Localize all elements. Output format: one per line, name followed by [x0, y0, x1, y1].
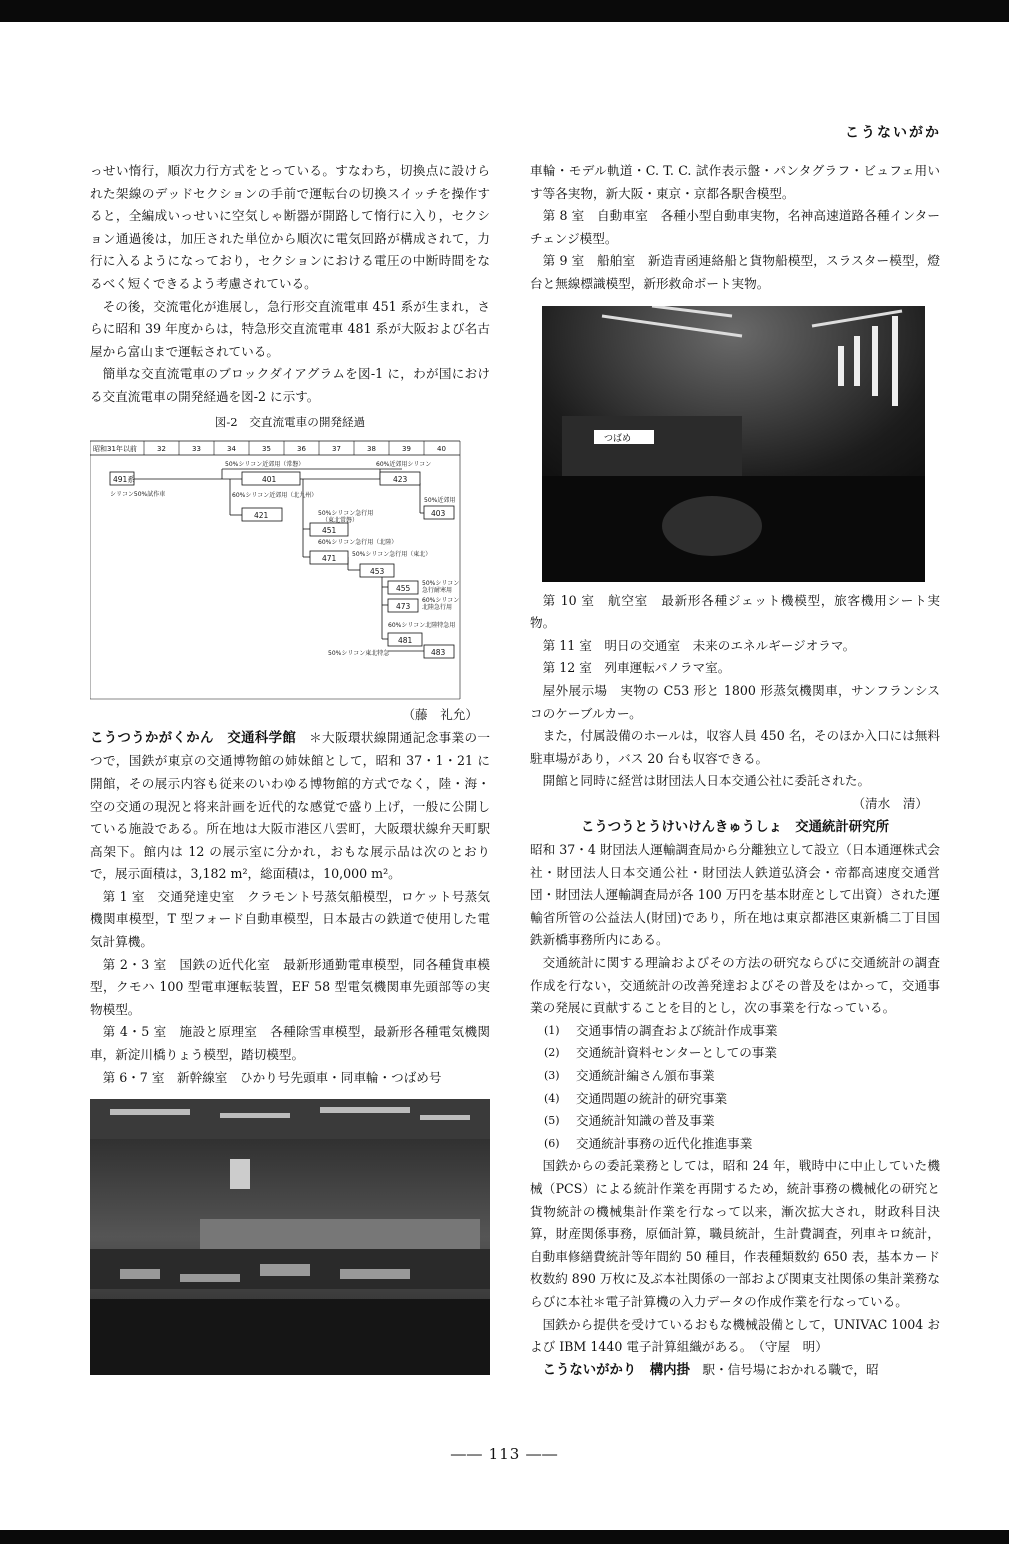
paragraph: その後，交流電化が進展し，急行形交直流電車 451 系が生まれ，さらに昭和 39 年度からは，特急形交直流電車 481 系が大阪および名古屋から富山まで運転されている。: [90, 298, 490, 359]
diagram-note: 60%シリコン: [422, 597, 460, 605]
development-diagram: [90, 439, 462, 704]
entry-heading: こうつうかがくかん 交通科学館: [90, 730, 297, 746]
paragraph: 第 2・3 室 国鉄の近代化室 最新形通勤電車模型，同各種貨車模型，クモハ 100 型電車運転装置，EF 58 型電気機関車先頭部等の実物模型。: [90, 956, 490, 1017]
paragraph: 交通統計に関する理論およびその方法の研究ならびに交通統計の調査作成を行ない，交通統計の改善発達およびその普及をはかって，交通事業の発展に貢献することを目的とし，次の事業を行なっている。: [530, 955, 940, 1016]
paragraph: 第 1 室 交通発達史室 クラモント号蒸気船模型，ロケット号蒸気機関車模型，T 型フォード自動車模型，日本最古の鉄道で使用した電気計算機。: [90, 888, 490, 950]
author-signature: （藤 礼允）: [402, 707, 478, 723]
page-number: ―― 113 ――: [450, 1445, 559, 1463]
bottom-border: [0, 1530, 1009, 1544]
box-label: 491系: [113, 475, 135, 485]
list-item: (6) 交通統計事務の近代化推進事業: [544, 1135, 753, 1151]
paragraph: 第 4・5 室 施設と原理室 各種除雪車模型，最新形各種電気機関車，新淀川橋りょう模型，踏切模型。: [90, 1024, 490, 1063]
entry-text: ＊大阪環状線開通記念事業の一つで，国鉄が東京の交通博物館の姉妹館として，昭和 37・1・21 に開館，その展示内容も従来のいわゆる博物館的方式でなく，陸・海・空の交通の現況と将来計画を近代的な感覚で盛り上げ，一般に公開している施設である。所在地は大阪市港区八雲町，大阪環状線弁天町駅高架下。館内は 12 の展示室に分かれ，おもな展示品は次のとおりで，展示面積は，3,182 m²，総面積は，10,000 m²。: [90, 729, 491, 882]
paragraph: 国鉄から提供を受けているおもな機械設備として，UNIVAC 1004 および IBM 1440 電子計算組織がある。 （守屋 明）: [530, 1316, 940, 1355]
left-column: [90, 160, 490, 1375]
year-label: 37: [332, 445, 341, 454]
diagram-note: 50%シリコン急行用: [318, 510, 374, 518]
diagram-note: 60%シリコン近郊用（北九州）: [232, 492, 318, 500]
paragraph: 開館と同時に経営は財団法人日本交通公社に委託された。: [542, 773, 871, 789]
diagram-note: 50%シリコン: [422, 580, 460, 588]
box-label: 423: [393, 475, 408, 485]
running-header: こうないがか: [845, 125, 941, 141]
list-item: (3) 交通統計編さん頒布事業: [544, 1068, 715, 1084]
right-column: [530, 160, 940, 1382]
author-signature: （守屋 明）: [758, 1339, 828, 1355]
entry-heading: こうないがかり 構内掛: [542, 1362, 690, 1378]
paragraph: 第 10 室 航空室 最新形各種ジェット機模型，旅客機用シート実物。: [530, 592, 940, 631]
diagram-note: 50%シリコン急行用（東北）: [352, 551, 432, 559]
entry-heading-line: [530, 816, 940, 840]
diagram-note: 急行耐寒用: [422, 587, 453, 595]
paragraph: 第 9 室 船舶室 新造青函連絡船と貨物船模型，スラスター模型，燈台と無線標識模型，新形救命ボート実物。: [530, 253, 940, 291]
year-label: 昭和31年以前: [93, 445, 137, 454]
paragraph: 第 12 室 列車運転パノラマ室。: [542, 660, 731, 676]
list-item: (2) 交通統計資料センターとしての事業: [544, 1045, 777, 1061]
figure-caption: 図-2 交直流電車の開発経過: [214, 414, 366, 429]
year-label: 34: [227, 445, 236, 454]
entry-paragraph: こうないがかり 構内掛 駅・信号場におかれる職で，昭: [542, 1361, 879, 1378]
box-label: 483: [431, 648, 446, 658]
box-label: 421: [254, 511, 269, 521]
paragraph: 車輪・モデル軌道・C. T. C. 試作表示盤・パンタグラフ・ビュフェ用いす等各実物，新大阪・東京・京都各駅舎模型。: [530, 163, 940, 201]
business-list: [530, 1020, 940, 1156]
box-label: 473: [396, 602, 411, 612]
paragraph: 屋外展示場 実物の C53 形と 1800 形蒸気機関車，サンフランシスコのケーブルカー。: [530, 682, 940, 721]
box-label: 455: [396, 584, 411, 594]
diagram-note: 50%近郊用: [424, 497, 456, 505]
list-item: (4) 交通問題の統計的研究事業: [544, 1090, 728, 1106]
paragraph: っせい惰行，順次力行方式をとっている。すなわち，切換点に設けられた架線のデッドセクションの手前で運転台の切換スイッチを操作すると，全編成いっせいに空気しゃ断器が開路して惰行に入り，セクション通過後は，加圧された単位から順次に電気回路が構成されて，力行に入るようになっており，セクションにおける電圧の中断時間をなるべく短くできるよう考慮されている。: [90, 163, 490, 291]
diagram-note: シリコン50%試作車: [110, 491, 166, 499]
paragraph: 第 11 室 明日の交通室 未来のエネルギージオラマ。: [542, 637, 856, 653]
exhibit-room-photo: [90, 1099, 490, 1375]
entry-paragraph: [90, 727, 490, 886]
author-signature: （清水 清）: [852, 795, 928, 811]
paragraph: 国鉄からの委託業務としては，昭和 24 年，戦時中に中止していた機械（PCS）による統計作業を再開するため，統計事務の機械化の研究と貨物統計の機械集計作業を行なって以来，漸次拡大され，財政科目決算，財産関係事務，原価計算，職員統計，生計費調査，列車キロ統計，自動車修繕費統計等年間約 50 種目，作表種類数約 650 表，基本カード枚数約 890 万枚に及ぶ本社関係の一部および関東支社関係の集計業務ならびに本社＊電子計算機の入力データの作成作業を行なっている。: [530, 1158, 940, 1309]
list-item: (5) 交通統計知識の普及事業: [544, 1113, 715, 1129]
paragraph: 簡単な交直流電車のブロックダイアグラムを図-1 に，わが国における交直流電車の開発経過を図-2 に示す。: [90, 366, 490, 404]
paragraph: 第 8 室 自動車室 各種小型自動車実物，名神高速道路各種インターチェンジ模型。: [530, 208, 940, 246]
train-photo: [542, 306, 925, 582]
year-label: 36: [297, 445, 306, 454]
year-label: 35: [262, 445, 271, 454]
box-label: 481: [398, 636, 413, 646]
year-label: 32: [157, 445, 166, 454]
train-sign: つばめ: [604, 433, 632, 444]
paragraph: また，付属設備のホールは，収容人員 450 名，そのほか入口には無料駐車場があり，バス 20 台も収容できる。: [530, 728, 940, 766]
diagram-note: 北陸急行用: [422, 604, 453, 612]
top-border: [0, 0, 1009, 22]
diagram-note: 50%シリコン東北特急: [328, 650, 390, 658]
year-label: 33: [192, 445, 201, 454]
box-label: 471: [322, 554, 337, 564]
diagram-note: 60%近郊用シリコン: [376, 461, 432, 469]
diagram-note: 50%シリコン近郊用（常磐）: [225, 461, 305, 469]
diagram-note: （東北常磐）: [322, 517, 359, 525]
year-label: 40: [437, 445, 446, 454]
list-item: (1) 交通事情の調査および統計作成事業: [544, 1022, 778, 1038]
entry-heading: こうつうとうけいけんきゅうしょ 交通統計研究所: [581, 819, 889, 835]
box-label: 403: [431, 509, 446, 519]
diagram-note: 60%シリコン急行用（北陸）: [318, 539, 398, 547]
box-label: 401: [262, 475, 277, 485]
diagram-note: 60%シリコン北陸特急用: [388, 622, 456, 630]
box-label: 453: [370, 567, 385, 577]
paragraph: 昭和 37・4 財団法人運輸調査局から分離独立して設立（日本通運株式会社・財団法人日本交通公社・財団法人鉄道弘済会・帝都高速度交通営団・財団法人運輸調査局が各 100 万円を基本財産として出資）された運輸省所管の公益法人(財団)であり，所在地は東京都港区東新橋二丁目国鉄新橋事務所内にある。: [530, 842, 940, 948]
box-label: 451: [322, 526, 337, 536]
year-label: 39: [402, 445, 411, 454]
year-label: 38: [367, 445, 376, 454]
paragraph: 第 6・7 室 新幹線室 ひかり号先頭車・同車輪・つばめ号: [102, 1069, 442, 1085]
